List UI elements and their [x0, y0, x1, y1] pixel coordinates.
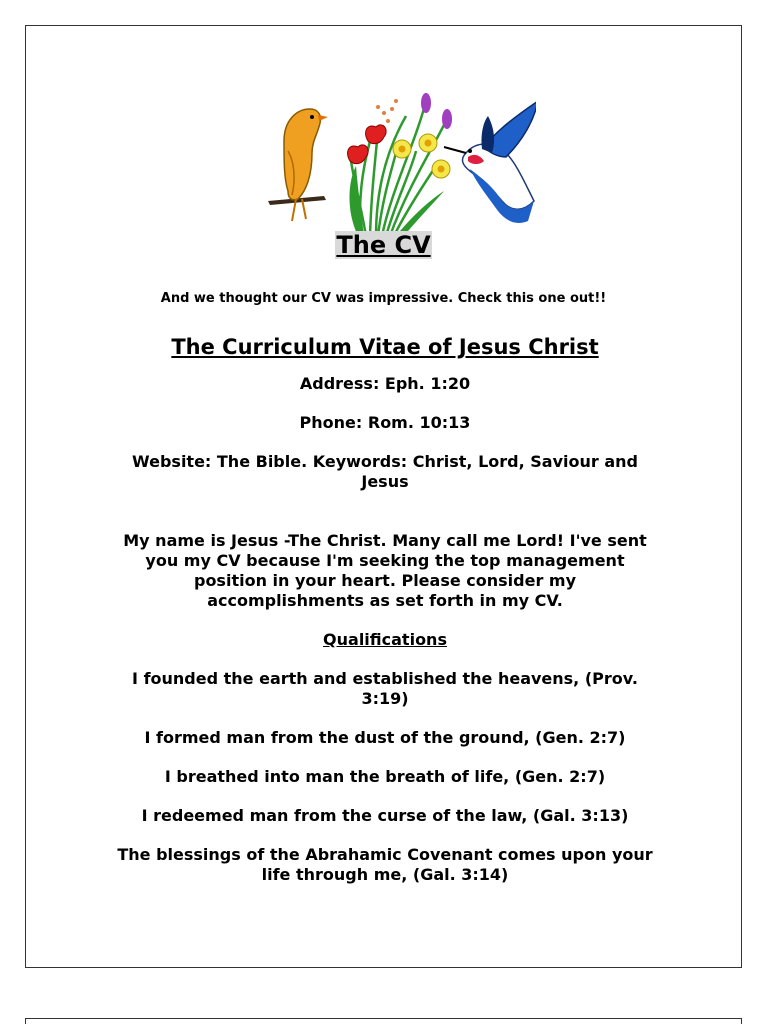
qualification-item: I breathed into man the breath of life, (Gen. 2:7) [164, 767, 606, 786]
next-page-edge [25, 1018, 742, 1024]
address-line: Address: Eph. 1:20 [299, 374, 471, 393]
qualification-item: I founded the earth and established the heavens, (Prov. 3:19) [132, 669, 638, 708]
qualification-item: The blessings of the Abrahamic Covenant comes upon your life through me, (Gal. 3:14) [117, 845, 653, 884]
document-page [25, 25, 742, 968]
page-title: The CV [336, 231, 431, 259]
qualifications-heading: Qualifications [323, 630, 447, 649]
canary-bird-icon [268, 109, 328, 221]
title-wrapper [26, 231, 741, 259]
qualification-item: I formed man from the dust of the ground, (Gen. 2:7) [144, 728, 626, 747]
qualification-item: I redeemed man from the curse of the law, (Gal. 3:13) [141, 806, 629, 825]
website-line: Website: The Bible. Keywords: Christ, Lord, Saviour and Jesus [132, 452, 638, 491]
phone-line: Phone: Rom. 10:13 [299, 413, 471, 432]
cv-content [116, 334, 654, 904]
intro-paragraph: My name is Jesus -The Christ. Many call me Lord! I've sent you my CV because I'm seeking the top management position in your heart. Please consider my accomplishments as set forth in my CV. [123, 531, 647, 610]
intro-line: And we thought our CV was impressive. Check this one out!! [160, 291, 607, 306]
cv-heading: The Curriculum Vitae of Jesus Christ [171, 335, 599, 359]
hummingbird-icon [444, 101, 536, 223]
birds-and-flowers-clipart [266, 61, 536, 241]
flowers-icon [348, 93, 452, 236]
